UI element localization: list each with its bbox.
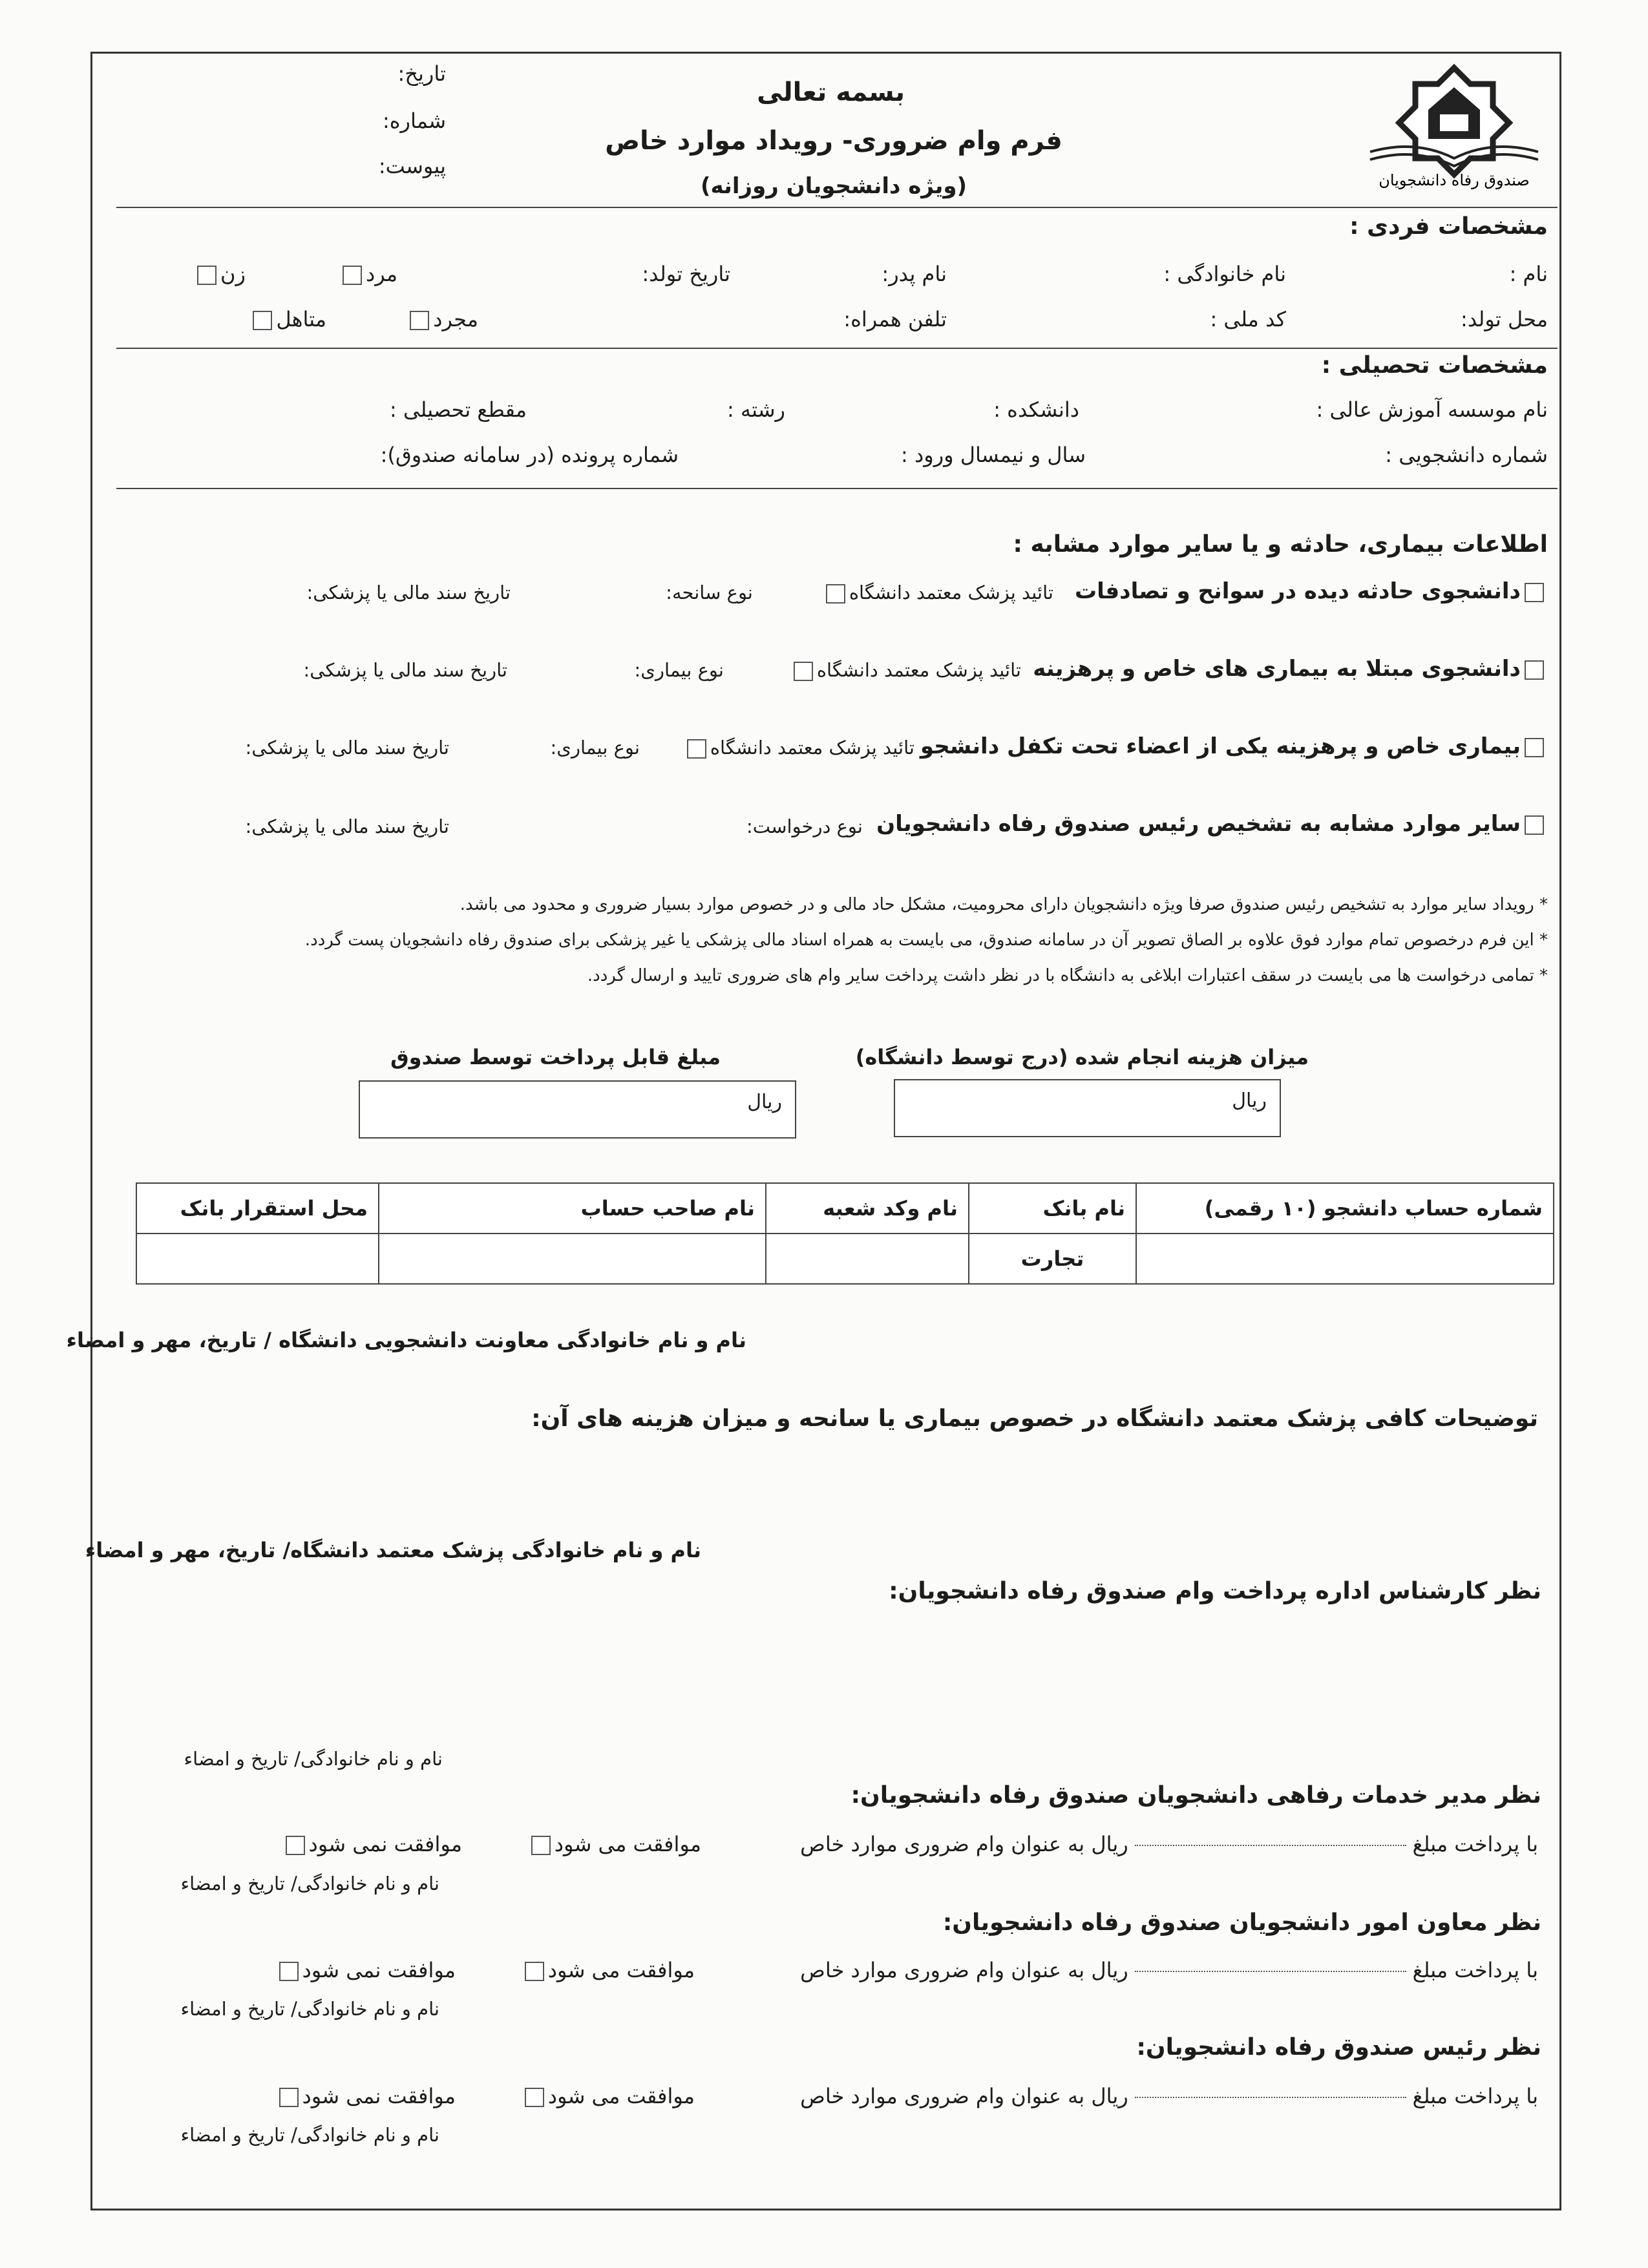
number-label: شماره: — [382, 109, 446, 133]
deputy-signature-label: نام و نام خانوادگی معاونت دانشجویی دانشگاه / تاریخ، مهر و امضاء — [66, 1328, 746, 1352]
document-date-label: تاریخ سند مالی یا پزشکی: — [303, 659, 507, 681]
agree-option[interactable]: موافقت می شود — [521, 1958, 695, 1982]
bank-location-cell[interactable] — [136, 1234, 379, 1284]
disagree-checkbox[interactable] — [286, 1836, 305, 1855]
column-header: نام بانک — [969, 1183, 1136, 1234]
payable-amount-field[interactable] — [359, 1080, 796, 1139]
disagree-checkbox[interactable] — [279, 1962, 299, 1981]
agree-checkbox[interactable] — [525, 2088, 544, 2107]
bank-name-cell[interactable]: تجارت — [969, 1234, 1136, 1284]
fund-logo-icon — [1357, 61, 1551, 191]
currency-label: ریال — [1232, 1089, 1267, 1112]
payable-amount-label: مبلغ قابل پرداخت توسط صندوق — [390, 1045, 721, 1069]
male-checkbox[interactable] — [343, 266, 362, 285]
institute-label: نام موسسه آموزش عالی : — [1316, 397, 1548, 422]
logo-caption: صندوق رفاه دانشجویان — [1379, 171, 1530, 189]
document-date-label: تاریخ سند مالی یا پزشکی: — [306, 582, 511, 604]
column-header: نام صاحب حساب — [379, 1183, 766, 1234]
family-name-label: نام خانوادگی : — [1163, 262, 1286, 286]
doctor-confirm-checkbox[interactable] — [826, 584, 845, 604]
agree-checkbox[interactable] — [525, 1962, 544, 1981]
disagree-checkbox[interactable] — [279, 2088, 299, 2107]
doctor-confirm-option[interactable]: تائید پزشک معتمد دانشگاه — [790, 659, 1021, 681]
name-label: نام : — [1509, 262, 1548, 286]
fund-head-heading: نظر رئیس صندوق رفاه دانشجویان: — [1136, 2034, 1541, 2061]
currency-label: ریال — [747, 1091, 782, 1113]
entry-year-label: سال و نیمسال ورود : — [901, 443, 1086, 467]
male-option[interactable]: مرد — [339, 262, 397, 286]
spent-amount-field[interactable] — [894, 1079, 1281, 1137]
birth-place-label: محل تولد: — [1461, 307, 1548, 331]
signature-label: نام و نام خانوادگی/ تاریخ و امضاء — [180, 2124, 439, 2146]
branch-cell[interactable] — [766, 1234, 969, 1284]
single-option[interactable]: مجرد — [406, 307, 478, 331]
column-header: محل استقرار بانک — [136, 1183, 379, 1234]
attachment-label: پیوست: — [378, 154, 446, 178]
account-number-cell[interactable] — [1136, 1234, 1554, 1284]
female-option[interactable]: زن — [193, 262, 246, 286]
divider — [116, 207, 1558, 208]
level-label: مقطع تحصیلی : — [390, 397, 527, 422]
married-checkbox[interactable] — [253, 311, 272, 330]
agree-option[interactable]: موافقت می شود — [521, 2084, 695, 2108]
divider — [116, 348, 1558, 349]
accident-option[interactable]: دانشجوی حادثه دیده در سوانح و تصادفات — [1075, 578, 1548, 604]
student-deputy-heading: نظر معاون امور دانشجویان صندوق رفاه دانشجویان: — [942, 1909, 1541, 1936]
divider — [116, 488, 1558, 489]
dependent-illness-checkbox[interactable] — [1525, 738, 1544, 757]
other-cases-option[interactable]: سایر موارد مشابه به تشخیص رئیس صندوق رفاه دانشجویان — [876, 811, 1548, 837]
other-cases-checkbox[interactable] — [1525, 815, 1544, 835]
signature-label: نام و نام خانوادگی/ تاریخ و امضاء — [180, 1998, 439, 2020]
note: * این فرم درخصوص تمام موارد فوق علاوه بر الصاق تصویر آن در سامانه صندوق، می بایست به همراه اسناد مالی پزشکی یا غیر پزشکی برای صندوق رفاه دانشجویان پست گردد. — [304, 930, 1548, 950]
doctor-confirm-option[interactable]: تائید پزشک معتمد دانشگاه — [822, 582, 1053, 604]
married-option[interactable]: متاهل — [249, 307, 326, 331]
note: * رویداد سایر موارد به تشخیص رئیس صندوق صرفا ویژه دانشجویان دارای محرومیت، مشکل حاد مالی و در خصوص موارد بسیار ضروری و محدود می باشد. — [460, 895, 1548, 914]
mobile-label: تلفن همراه: — [843, 307, 947, 331]
bank-table — [136, 1182, 1554, 1285]
father-name-label: نام پدر: — [882, 262, 947, 286]
payment-line: با پرداخت مبلغریال به عنوان وام ضروری موارد خاص — [800, 1832, 1538, 1856]
student-number-label: شماره دانشجویی : — [1385, 443, 1548, 467]
amount-field[interactable] — [1135, 2097, 1406, 2098]
date-label: تاریخ: — [397, 61, 446, 86]
education-heading: مشخصات تحصیلی : — [1321, 352, 1548, 379]
basmala: بسمه تعالی — [757, 78, 905, 107]
doctor-confirm-option[interactable]: تائید پزشک معتمد دانشگاه — [683, 737, 914, 759]
account-holder-cell[interactable] — [379, 1234, 766, 1284]
dependent-illness-option[interactable]: بیماری خاص و پرهزینه یکی از اعضاء تحت تکفل دانشجو — [920, 733, 1548, 759]
doctor-confirm-checkbox[interactable] — [794, 662, 813, 681]
expert-opinion-heading: نظر کارشناس اداره پرداخت وام صندوق رفاه دانشجویان: — [889, 1578, 1541, 1604]
illness-type-label: نوع بیماری: — [550, 737, 640, 759]
female-checkbox[interactable] — [197, 266, 217, 285]
agree-option[interactable]: موافقت می شود — [527, 1832, 701, 1856]
expert-signature-label: نام و نام خانوادگی/ تاریخ و امضاء — [184, 1748, 443, 1770]
illness-heading: اطلاعات بیماری، حادثه و یا سایر موارد مشابه : — [1013, 531, 1548, 558]
birth-date-label: تاریخ تولد: — [642, 262, 730, 286]
illness-type-label: نوع بیماری: — [634, 659, 724, 681]
table-row — [136, 1234, 1554, 1284]
disagree-option[interactable]: موافقت نمی شود — [275, 1958, 456, 1982]
amount-field[interactable] — [1135, 1845, 1406, 1846]
document-date-label: تاریخ سند مالی یا پزشکی: — [245, 737, 449, 759]
special-illness-option[interactable]: دانشجوی مبتلا به بیماری های خاص و پرهزینه — [1033, 656, 1548, 682]
payment-line: با پرداخت مبلغریال به عنوان وام ضروری موارد خاص — [800, 1958, 1538, 1982]
doctor-description-heading: توضیحات کافی پزشک معتمد دانشگاه در خصوص بیماری یا سانحه و میزان هزینه های آن: — [531, 1405, 1538, 1432]
accident-type-label: نوع سانحه: — [666, 582, 753, 604]
agree-checkbox[interactable] — [531, 1836, 551, 1855]
national-code-label: کد ملی : — [1210, 307, 1286, 331]
special-illness-checkbox[interactable] — [1525, 660, 1544, 680]
signature-label: نام و نام خانوادگی/ تاریخ و امضاء — [180, 1873, 439, 1895]
column-header: شماره حساب دانشجو (۱۰ رقمی) — [1136, 1183, 1554, 1234]
field-label: رشته : — [726, 397, 785, 422]
request-type-label: نوع درخواست: — [746, 815, 863, 837]
doctor-signature-label: نام و نام خانوادگی پزشک معتمد دانشگاه/ تاریخ، مهر و امضاء — [85, 1538, 701, 1562]
accident-checkbox[interactable] — [1525, 583, 1544, 602]
doctor-confirm-checkbox[interactable] — [687, 739, 706, 759]
document-date-label: تاریخ سند مالی یا پزشکی: — [245, 815, 449, 837]
amount-field[interactable] — [1135, 1971, 1406, 1972]
payment-line: با پرداخت مبلغریال به عنوان وام ضروری موارد خاص — [800, 2084, 1538, 2108]
file-number-label: شماره پرونده (در سامانه صندوق): — [380, 443, 679, 467]
personal-heading: مشخصات فردی : — [1349, 213, 1548, 240]
column-header: نام وکد شعبه — [766, 1183, 969, 1234]
disagree-option[interactable]: موافقت نمی شود — [275, 2084, 456, 2108]
welfare-manager-heading: نظر مدیر خدمات رفاهی دانشجویان صندوق رفاه دانشجویان: — [850, 1782, 1541, 1809]
form-title: فرم وام ضروری- رویداد موارد خاص — [605, 126, 1062, 156]
note: * تمامی درخواست ها می بایست در سقف اعتبارات ابلاغی به دانشگاه با در نظر داشت پرداخت سایر وام های ضروری تایید و ارسال گردد. — [587, 966, 1548, 985]
disagree-option[interactable]: موافقت نمی شود — [282, 1832, 462, 1856]
single-checkbox[interactable] — [410, 311, 429, 330]
spent-amount-label: میزان هزینه انجام شده (درج توسط دانشگاه) — [855, 1045, 1309, 1069]
table-header-row — [136, 1183, 1554, 1234]
form-subtitle: (ویژه دانشجویان روزانه) — [700, 173, 967, 199]
faculty-label: دانشکده : — [993, 397, 1079, 422]
